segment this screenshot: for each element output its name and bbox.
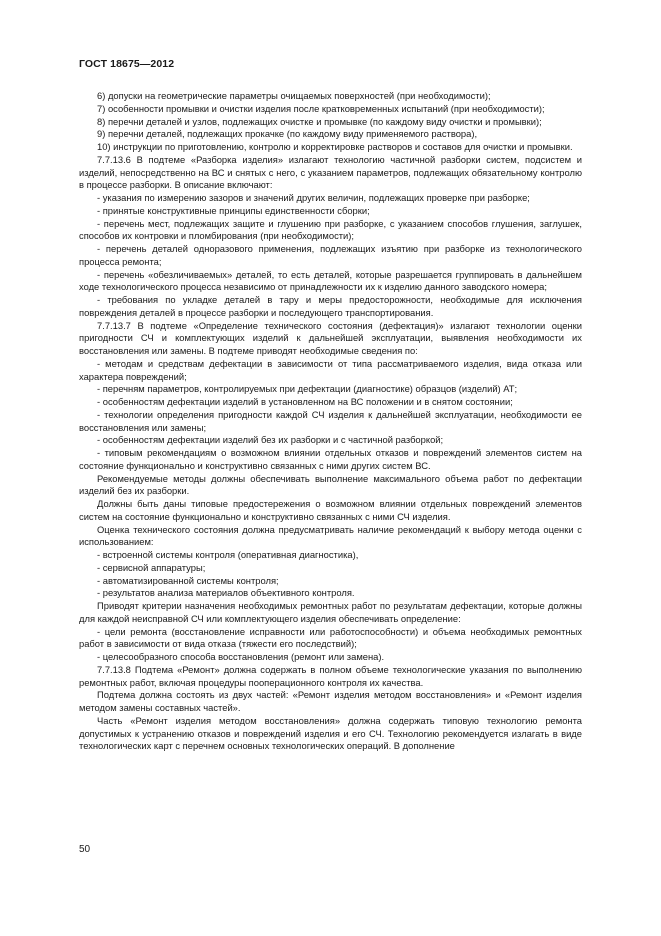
list-item: - требования по укладке деталей в тару и меры предосторожности, необходимые для исключения повреждения деталей в процессе разборки и последующего транспортирования. [79, 294, 582, 318]
list-item: - технологии определения пригодности каждой СЧ изделия к дальнейшей эксплуатации, необходимости ее восстановления или замены; [79, 408, 582, 433]
paragraph: Часть «Ремонт изделия методом восстановления» должна содержать типовую технологию ремонта допустимых к устранению отказов и повреждений изделия и его СЧ. Технологию рекомендуется излагать в виде технологических карт с перечнем основных технологических операций. В дополнение [79, 714, 582, 752]
list-item: - автоматизированной системы контроля; [97, 574, 279, 586]
paragraph: Рекомендуемые методы должны обеспечивать выполнение максимального объема работ по дефектации изделий без их разборки. [79, 472, 582, 497]
list-item: - результатов анализа материалов объективного контроля. [97, 587, 355, 599]
list-item: - сервисной аппаратуры; [97, 561, 206, 573]
paragraph: 8) перечни деталей и узлов, подлежащих очистке и промывке (по каждому виду очистки и промывки); [97, 115, 542, 127]
list-item: - перечням параметров, контролируемых при дефектации (диагностике) образцов (изделий) АТ; [97, 383, 518, 395]
paragraph: 10) инструкции по приготовлению, контролю и корректировке растворов и составов для очистки и промывки. [97, 141, 573, 152]
paragraph: Оценка технического состояния должна предусматривать наличие рекомендаций к выбору метода оценки с использованием: [79, 523, 582, 548]
list-item: - перечень деталей одноразового применения, подлежащих изъятию при разборке из технологического процесса ремонта; [79, 243, 582, 267]
list-item: - встроенной системы контроля (оперативная диагностика), [97, 549, 359, 560]
list-item: - методам и средствам дефектации в зависимости от типа рассматриваемого изделия, вида отказа или характера повреждений; [79, 357, 582, 382]
page-number: 50 [79, 844, 91, 855]
paragraph: 7.7.13.8 Подтема «Ремонт» должна содержать в полном объеме технологические указания по выполнению ремонтных работ, включая процедуры пооперационного контроля их качества. [79, 663, 582, 688]
document-header: ГОСТ 18675—2012 [79, 58, 175, 70]
list-item: - особенностям дефектации изделий без их разборки и с частичной разборкой; [97, 434, 444, 446]
list-item: - цели ремонта (восстановление исправности или работоспособности) и объема необходимых ремонтных работ в зависимости от вида отказа (тяжести его последствий); [79, 625, 582, 650]
list-item: - указания по измерению зазоров и значений других величин, подлежащих проверке при разборке; [97, 192, 530, 203]
paragraph: 6) допуски на геометрические параметры очищаемых поверхностей (при необходимости); [97, 90, 491, 101]
list-item: - принятые конструктивные принципы единственности сборки; [97, 204, 370, 216]
list-item: - особенностям дефектации изделий в установленном на ВС положении и в снятом состоянии; [97, 396, 513, 407]
document-body [79, 90, 582, 753]
paragraph: 9) перечни деталей, подлежащих прокачке (по каждому виду применяемого раствора), [97, 128, 478, 140]
paragraph: Должны быть даны типовые предостережения о возможном влиянии отдельных повреждений элементов систем на состояние функционально и конструктивно связанных с ними СЧ изделия. [79, 498, 582, 522]
paragraph: 7.7.13.7 В подтеме «Определение технического состояния (дефектация)» излагают технологии оценки пригодности СЧ и комплектующих изделий к дальнейшей эксплуатации, выявления необходимости их восстановления или замены. В подтеме приводят необходимые сведения по: [79, 319, 582, 356]
list-item: - целесообразного способа восстановления (ремонт или замена). [97, 651, 385, 662]
list-item: - перечень мест, подлежащих защите и глушению при разборке, с указанием способов глушения, заглушек, способов их контровки и пломбирования (при необходимости); [79, 217, 582, 242]
paragraph: Приводят критерии назначения необходимых ремонтных работ по результатам дефектации, которые должны для каждой неисправной СЧ или комплектующего изделия обеспечивать определение: [79, 600, 582, 624]
paragraph: 7) особенности промывки и очистки изделия после кратковременных испытаний (при необходимости); [97, 102, 545, 114]
paragraph: 7.7.13.6 В подтеме «Разборка изделия» излагают технологию частичной разборки систем, подсистем и изделий, непосредственно на ВС и снятых с него, с указанием параметров, подлежащих обязательному контролю в процессе разборки. В описание включают: [79, 153, 582, 191]
paragraph: Подтема должна состоять из двух частей: «Ремонт изделия методом восстановления» и «Ремонт изделия методом замены составных частей». [79, 689, 582, 713]
list-item: - перечень «обезличиваемых» деталей, то есть деталей, которые разрешается группировать в дальнейшем ходе технологического процесса независимо от принадлежности их к изделию данного заводского номера; [79, 268, 582, 293]
list-item: - типовым рекомендациям о возможном влиянии отдельных отказов и повреждений элементов систем на состояние функционально и конструктивно связанных с ними других систем ВС. [79, 447, 582, 471]
